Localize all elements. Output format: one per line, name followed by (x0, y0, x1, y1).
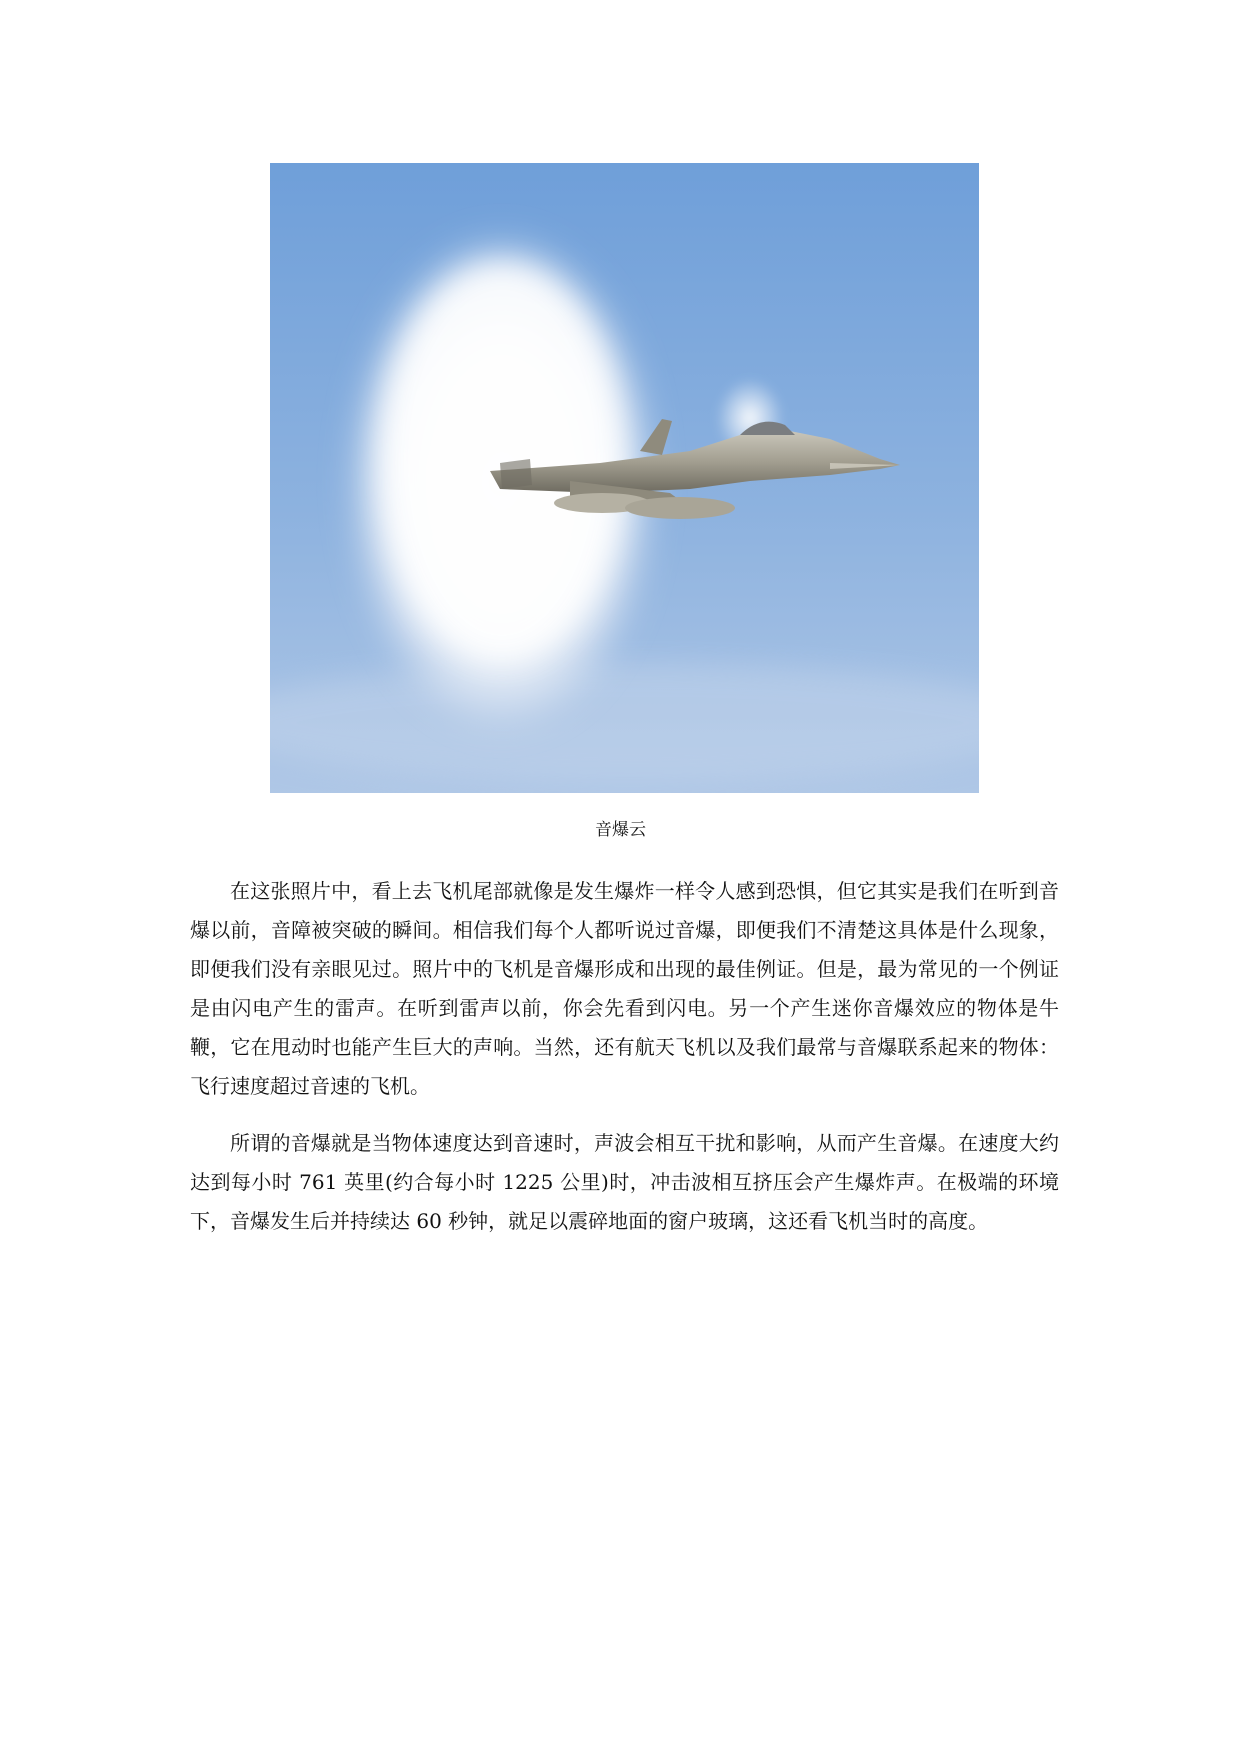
figure-caption: 音爆云 (595, 820, 646, 840)
paragraph-2: 所谓的音爆就是当物体速度达到音速时，声波会相互干扰和影响，从而产生音爆。在速度大约达到每小时 761 英里(约合每小时 1225 公里)时，冲击波相互挤压会产生爆炸声。在极端的环境下，音爆发生后并持续达 60 秒钟，就足以震碎地面的窗户玻璃，这还看飞机当时的高度。 (190, 1131, 1059, 1233)
paragraph-1: 在这张照片中，看上去飞机尾部就像是发生爆炸一样令人感到恐惧，但它其实是我们在听到音爆以前，音障被突破的瞬间。相信我们每个人都听说过音爆，即便我们不清楚这具体是什么现象，即便我们没有亲眼见过。照片中的飞机是音爆形成和出现的最佳例证。但是，最为常见的一个例证是由闪电产生的雷声。在听到雷声以前，你会先看到闪电。另一个产生迷你音爆效应的物体是牛鞭，它在甩动时也能产生巨大的声响。当然，还有航天飞机以及我们最常与音爆联系起来的物体：飞行速度超过音速的飞机。 (190, 879, 1059, 1098)
jet-vapor-cone-icon (270, 163, 979, 793)
vapor-cone-photo (270, 163, 979, 793)
article-body (190, 872, 1059, 1259)
